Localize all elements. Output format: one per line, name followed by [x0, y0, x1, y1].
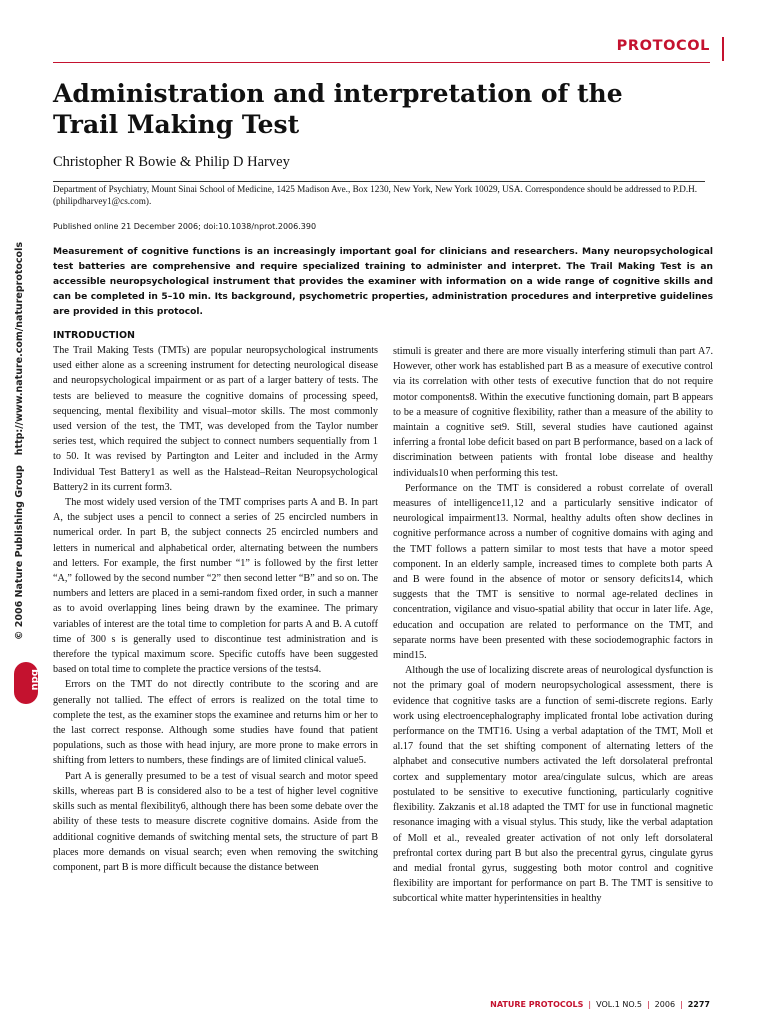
npg-logo: [14, 662, 41, 704]
footer-journal: NATURE PROTOCOLS: [490, 1000, 584, 1009]
section-label-bar: [722, 37, 724, 61]
section-label: PROTOCOL: [616, 38, 710, 54]
header-rule: [53, 62, 710, 63]
paragraph: stimuli is greater and there are more visually interfering stimuli than part A7. However, other work has established part B as a measure of executive control via its correlation with other tests of executive function that do not require motor components8. Within the executive functioning domain, part B appears to be a measure of cognitive flexibility, rather than a measure of the ability to maintain a cognitive set9. Still, several studies have cautioned against inferring a frontal lobe deficit based on part B performance, based on a lack of discrimination between patients with frontal lobe disease and healthy individuals10 when performing this test.: [393, 346, 713, 479]
sidebar-copyright-text: [14, 242, 25, 640]
paragraph: Errors on the TMT do not directly contribute to the scoring and are generally not tallied. The effect of errors is realized on the total time to complete the test, as the examiner stops the examinee and returns him or her to the last correct response. Although some studies have found that patient populations, such as those with head injury, are more prone to make errors in shifting from letters to numbers, these findings are of limited clinical value5.: [53, 679, 378, 767]
article-authors: Christopher R Bowie & Philip D Harvey: [53, 154, 290, 170]
paragraph: Performance on the TMT is considered a robust correlate of overall measures of intelligence11,12 and a particularly sensitive indicator of neurological impairment13. Normal, healthy adults often show declines in cognitive performance across a number of cognitive domains with aging and the TMT follows a pattern similar to most tests that have a motor speed component. In an elderly sample, increased times to complete both parts A and B were found in the absence of motor or sensory deficits14, which suggests that the TMT is sensitive to normal age-related declines in concentration, vigilance and visuo-spatial ability that occur in later life. Age, education and occupation are related to performance on the TMT, and separate norms have been presented with these sociodemographic factors in mind15.: [393, 482, 713, 662]
paragraph: The Trail Making Tests (TMTs) are popular neuropsychological instruments used either alone as a screening instrument for detecting neurological disease and neuropsychological impairment or as part of a larger battery of tests. The tests are believed to measure the cognitive domains of processing speed, sequencing, mental flexibility and visual–motor skills. The most commonly used version of the test, the TMT, was developed from the Taylor number series test, which required the subject to connect numbers sequentially from 1 to 50. It was revised by Partington and Leiter and included in the Army Individual Test Battery1 as well as the Halstead–Reitan Neuropsychological Battery2 in its current form3.: [53, 345, 378, 493]
affiliation-rule: [53, 181, 705, 182]
npg-logo-text: npg: [29, 669, 41, 691]
body-column-right: [393, 344, 713, 907]
paragraph: Although the use of localizing discrete areas of neurological dysfunction is not the primary goal of modern neuropsychological assessment, there is evidence that cognitive tasks are a function of semi-discrete regions. Early work using electroencephalography implicated frontal lobe activation during performance on the TMT16. Using a verbal adaptation of the TMT, Moll et al.17 found that the set shifting component of alternating letters of the alphabet and consecutive numbers activated the left dorsolateral prefrontal cortex and supplementary motor area/cingulate sulcus, which are areas postulated to be sensitive to executive functioning, particularly cognitive flexibility. Zakzanis et al.18 adapted the TMT for use in functional magnetic resonance imaging with a visual stylus. This study, like the verbal adaptation of Moll et al., revealed greater activation of not only left dorsolateral prefrontal cortex during part B but also the precentral gyrus, cingulate gyrus and medial frontal gyrus, suggesting both motor control and cognitive flexibility are important for performance on part B. The TMT is sensitive to subcortical white matter hyperintensities in healthy: [393, 665, 713, 905]
paragraph: The most widely used version of the TMT comprises parts A and B. In part A, the subject uses a pencil to connect a series of 25 encircled numbers in numerical order. In part B, the subject connects 25 encircled numbers and letters in numerical and alphabetical order, alternating between the numbers and letters. For example, the first number “1” is followed by the first letter “A,” followed by the second number “2” then second letter “B” and so on. The numbers and letters are placed in a semi-random fixed order, in such a manner as to avoid overlapping lines being drawn by the examinee. The primary variables of interest are the total time to completion for parts A and B. A cutoff time of 300 s is generally used to discontinue test administration and is therefore the typical maximum score. Specific cutoffs have been suggested based on total time to complete the practice versions of the tests4.: [53, 497, 378, 676]
publication-info: Published online 21 December 2006; doi:10.1038/nprot.2006.390: [53, 222, 317, 231]
page-footer: NATURE PROTOCOLS | VOL.1 NO.5 | 2006 | 2277: [490, 1000, 710, 1009]
copyright-notice: © 2006 Nature Publishing Group: [14, 465, 25, 640]
article-abstract: Measurement of cognitive functions is an increasingly important goal for clinicians and researchers. Many neuropsychological test batteries are comprehensive and require specialized training to administer and interpret. The Trail Making Test is an accessible neuropsychological instrument that provides the examiner with information on a wide range of cognitive skills and can be completed in 5–10 min. Its background, psychometric properties, administration procedures and interpretive guidelines are provided in this protocol.: [53, 247, 713, 317]
body-column-left: [53, 328, 378, 875]
article-title: Administration and interpretation of the Trail Making Test: [53, 79, 623, 139]
article-affiliation: Department of Psychiatry, Mount Sinai School of Medicine, 1425 Madison Ave., Box 1230, New York, New York 10029, USA. Correspondence should be addressed to P.D.H. (philipdharvey1@cs.com).: [53, 184, 698, 206]
paragraph: Part A is generally presumed to be a test of visual search and motor speed skills, whereas part B is considered also to be a test of higher level cognitive skills such as mental flexibility6, although there has been some debate over the ability of these tests to measure discrete cognitive domains. Aside from the additional cognitive demands of switching mental sets, the structure of part B places more demands on visual search; even when removing the switching component, part B is more difficult because the distance between: [53, 770, 378, 873]
sidebar-copyright: [14, 242, 36, 640]
section-heading-introduction: INTRODUCTION: [53, 330, 135, 341]
footer-volume: VOL.1 NO.5: [596, 1000, 642, 1009]
footer-page-number: 2277: [687, 1000, 710, 1009]
footer-year: 2006: [654, 1000, 676, 1009]
journal-url[interactable]: http://www.nature.com/natureprotocols: [14, 242, 25, 456]
